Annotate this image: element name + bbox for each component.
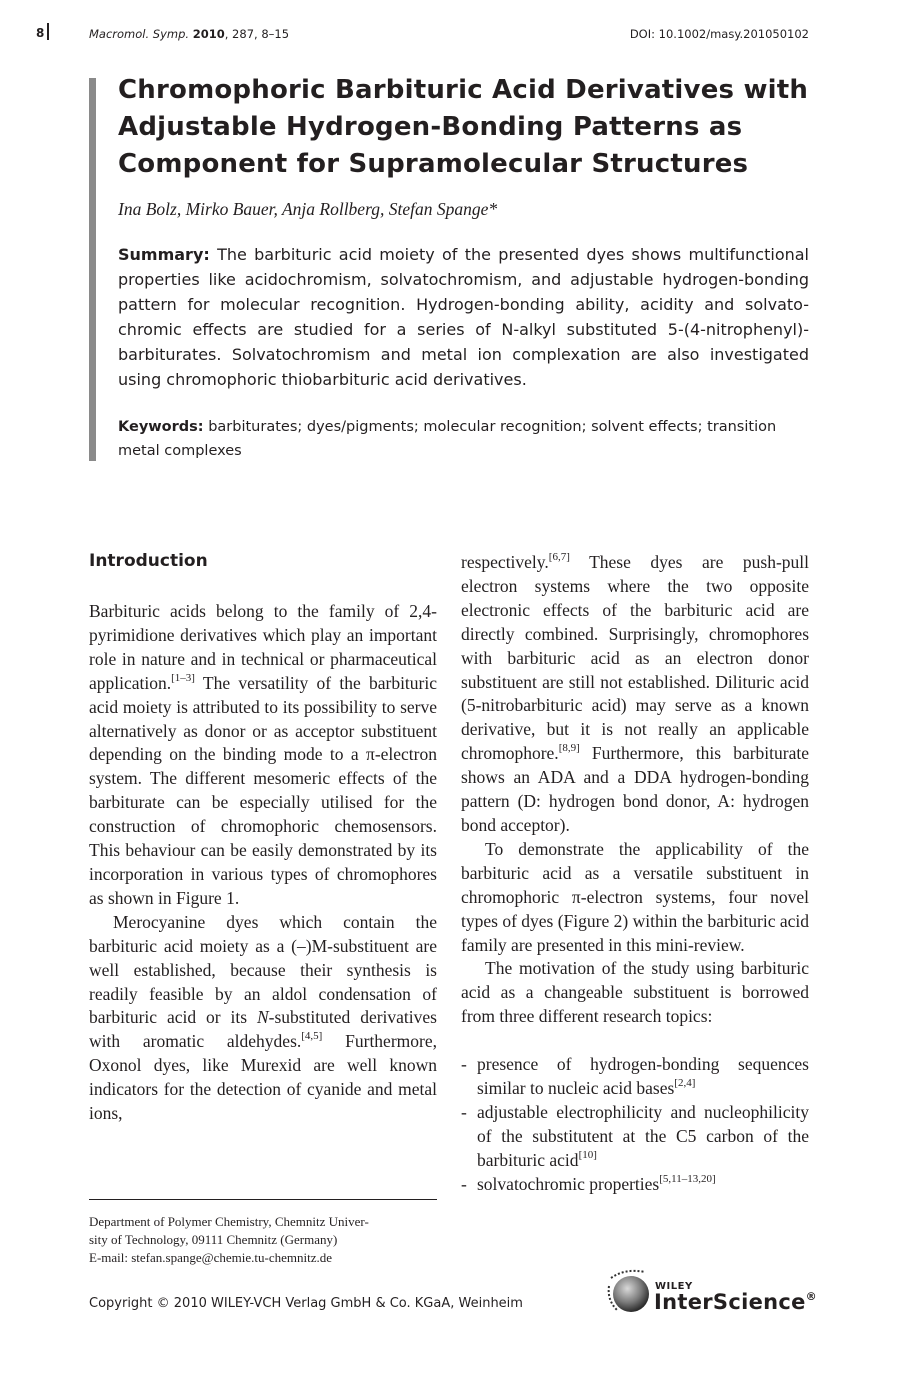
keywords-label: Keywords: <box>118 419 204 435</box>
text-run: respectively. <box>461 552 549 572</box>
text-run: Barbituric acids belong to the family of 2,4-pyrimidione derivatives which play an important role in nature and in technical or pharmaceutical application. <box>89 601 437 693</box>
text-run: adjustable electrophilicity and nucleophilicity of the substitutent at the C5 carbon of the barbituric acid <box>477 1101 809 1170</box>
registered-mark: ® <box>805 1290 817 1303</box>
text-run: Furthermore, this barbiturate shows an ADA and a DDA hydrogen-bonding pattern (D: hydrogen bond donor, A: hydrogen bond acceptor). <box>461 743 809 835</box>
text-run: Merocyanine dyes which contain the barbituric acid moiety as a (–)M-substituent are well established, because their synthesis is readily feasible by an aldol condensation of barbituric acid or its <box>89 911 437 1028</box>
citation-ref: [1–3] <box>171 671 195 684</box>
interscience-name: InterScience <box>654 1290 806 1314</box>
citation-ref: [10] <box>578 1148 597 1161</box>
page-number-divider <box>47 23 49 40</box>
affiliation-footnote <box>89 1213 437 1267</box>
doi: DOI: 10.1002/masy.201050102 <box>629 27 809 41</box>
motivation-list <box>461 1053 809 1196</box>
text-run: -substituted derivatives with aromatic aldehydes. <box>89 1007 437 1052</box>
abstract-sidebar-bar <box>89 78 96 461</box>
wiley-wordmark: WILEY <box>655 1281 693 1292</box>
left-column <box>89 600 437 1126</box>
summary-label: Summary: <box>118 245 210 264</box>
list-item <box>461 1053 809 1101</box>
keywords <box>118 415 809 463</box>
italic-n: N <box>256 1007 269 1028</box>
journal-citation <box>89 27 289 41</box>
citation-ref: [5,11–13,20] <box>659 1172 716 1185</box>
keywords-text: barbiturates; dyes/pigments; molecular recognition; solvent effects; transition metal complexes <box>118 419 777 459</box>
text-run: The versatility of the barbituric acid moiety is attributed to its possibility to serve alternatively as donor or as acceptor substituent depending on the binding mode to a π-electron system. The different mesomeric effects of the barbiturate can be especially utilised for the construction of chromophoric chemosensors. This behaviour can be easily demonstrated by its incorporation in various types of chromophores as shown in Figure 1. <box>89 672 437 908</box>
summary <box>118 242 809 392</box>
intro-paragraph-4: To demonstrate the applicability of the barbituric acid as a versatile substituent in chromophoric π-electron systems, four novel types of dyes (Figure 2) within the barbituric acid family are presented in this mini-review. <box>461 838 809 955</box>
intro-paragraph-5: The motivation of the study using barbituric acid as a changeable substituent is borrowed from three different research topics: <box>461 958 809 1027</box>
intro-paragraph-3 <box>461 551 809 838</box>
journal-abbrev: Macromol. Symp. <box>89 27 190 41</box>
summary-text: The barbituric acid moiety of the presented dyes shows multifunctional properties like acidochromism, solvatochromism, and adjustable hydrogen-bonding pattern for molecular recognition. Hydrogen-bonding ability, acidity and solvato-chromic effects are studied for a series of N-alkyl substituted 5-(4-nitrophenyl)-barbiturates. Solvatochromism and metal ion complexation are also investigated using chromophoric thiobarbituric acid derivatives. <box>118 245 809 389</box>
intro-paragraph-2 <box>89 911 437 1126</box>
copyright-notice: Copyright © 2010 WILEY-VCH Verlag GmbH & Co. KGaA, Weinheim <box>89 1296 523 1311</box>
citation-ref: [8,9] <box>558 742 580 755</box>
citation-ref: [2,4] <box>674 1077 696 1090</box>
article-title: Chromophoric Barbituric Acid Derivatives with Adjustable Hydrogen-Bonding Patterns as Component for Supramolecular Structures <box>118 75 809 179</box>
list-item <box>461 1101 809 1173</box>
right-column <box>461 551 809 1197</box>
journal-volume-pages: , 287, 8–15 <box>224 27 290 41</box>
section-heading-introduction: Introduction <box>89 551 208 571</box>
affiliation-email: E-mail: stefan.spange@chemie.tu-chemnitz.de <box>89 1250 332 1265</box>
affiliation-line: sity of Technology, 09111 Chemnitz (Germany) <box>89 1232 338 1247</box>
footnote-rule <box>89 1199 437 1200</box>
citation-ref: [6,7] <box>548 551 570 564</box>
list-item <box>461 1173 809 1197</box>
author-list: Ina Bolz, Mirko Bauer, Anja Rollberg, Stefan Spange* <box>118 199 498 219</box>
text-run: These dyes are push-pull electron systems where the two opposite electronic effects of the barbituric acid are directly combined. Surprisingly, chromophores with barbituric acid as an electron donor substituent are still not established. Dilituric acid (5-nitrobarbituric acid) may serve as a known derivative, but it is not really an applicable chromophore. <box>461 552 809 764</box>
citation-ref: [4,5] <box>301 1030 323 1043</box>
intro-paragraph-1 <box>89 600 437 911</box>
text-run: Furthermore, Oxonol dyes, like Murexid are well known indicators for the detection of cyanide and metal ions, <box>89 1031 437 1124</box>
page-number: 8 <box>36 26 45 40</box>
text-run: solvatochromic properties <box>477 1173 660 1194</box>
interscience-wordmark <box>654 1290 817 1314</box>
affiliation-line: Department of Polymer Chemistry, Chemnitz Univer- <box>89 1214 369 1229</box>
text-run: presence of hydrogen-bonding sequences similar to nucleic acid bases <box>477 1054 809 1099</box>
journal-year: 2010 <box>192 27 225 41</box>
